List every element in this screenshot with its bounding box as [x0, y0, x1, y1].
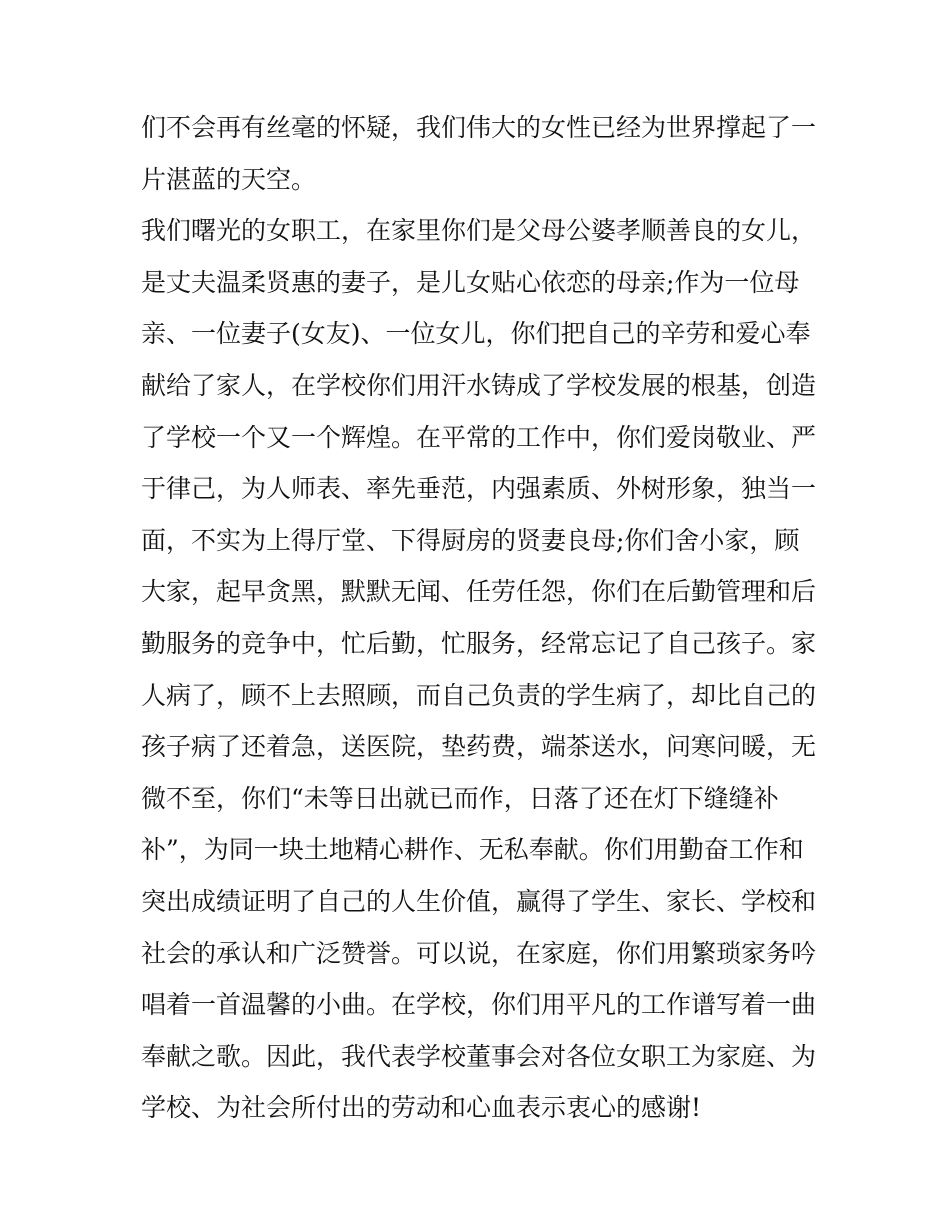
text-line: 突出成绩证明了自己的人生价值，赢得了学生、家长、学校和: [141, 886, 817, 916]
text-line: 于律己，为人师表、率先垂范，内强素质、外树形象，独当一: [141, 474, 817, 504]
text-line: 我们曙光的女职工，在家里你们是父母公婆孝顺善良的女儿，: [141, 216, 817, 246]
text-line: 是丈夫温柔贤惠的妻子，是儿女贴心依恋的母亲;作为一位母: [141, 267, 800, 297]
text-line: 片湛蓝的天空。: [141, 164, 317, 194]
text-line: 孩子病了还着急，送医院，垫药费，端茶送水，问寒问暖，无: [141, 732, 817, 762]
text-line: 勤服务的竞争中，忙后勤，忙服务，经常忘记了自己孩子。家: [141, 628, 817, 658]
text-line: 面，不实为上得厅堂、下得厨房的贤妻良母;你们舍小家，顾: [141, 525, 800, 555]
text-line: 唱着一首温馨的小曲。在学校，你们用平凡的工作谱写着一曲: [141, 990, 817, 1020]
body-text: [141, 105, 821, 1137]
text-line: 献给了家人，在学校你们用汗水铸成了学校发展的根基，创造: [141, 370, 817, 400]
text-line: 大家，起早贪黑，默默无闻、任劳任怨，你们在后勤管理和后: [141, 577, 817, 607]
text-line: 补”，为同一块土地精心耕作、无私奉献。你们用勤奋工作和: [141, 835, 804, 865]
text-line: 社会的承认和广泛赞誉。可以说，在家庭，你们用繁琐家务吟: [141, 938, 817, 968]
text-line: 人病了，顾不上去照顾，而自己负责的学生病了，却比自己的: [141, 680, 817, 710]
text-line: 奉献之歌。因此，我代表学校董事会对各位女职工为家庭、为: [141, 1041, 817, 1071]
text-line: 了学校一个又一个辉煌。在平常的工作中，你们爱岗敬业、严: [141, 422, 817, 452]
text-line: 亲、一位妻子(女友)、一位女儿，你们把自己的辛劳和爱心奉: [141, 319, 811, 349]
text-line: 们不会再有丝毫的怀疑，我们伟大的女性已经为世界撑起了一: [141, 113, 817, 142]
text-line: 微不至，你们“未等日出就已而作，日落了还在灯下缝缝补: [141, 783, 779, 813]
text-line: 学校、为社会所付出的劳动和心血表示衷心的感谢!: [141, 1093, 702, 1123]
